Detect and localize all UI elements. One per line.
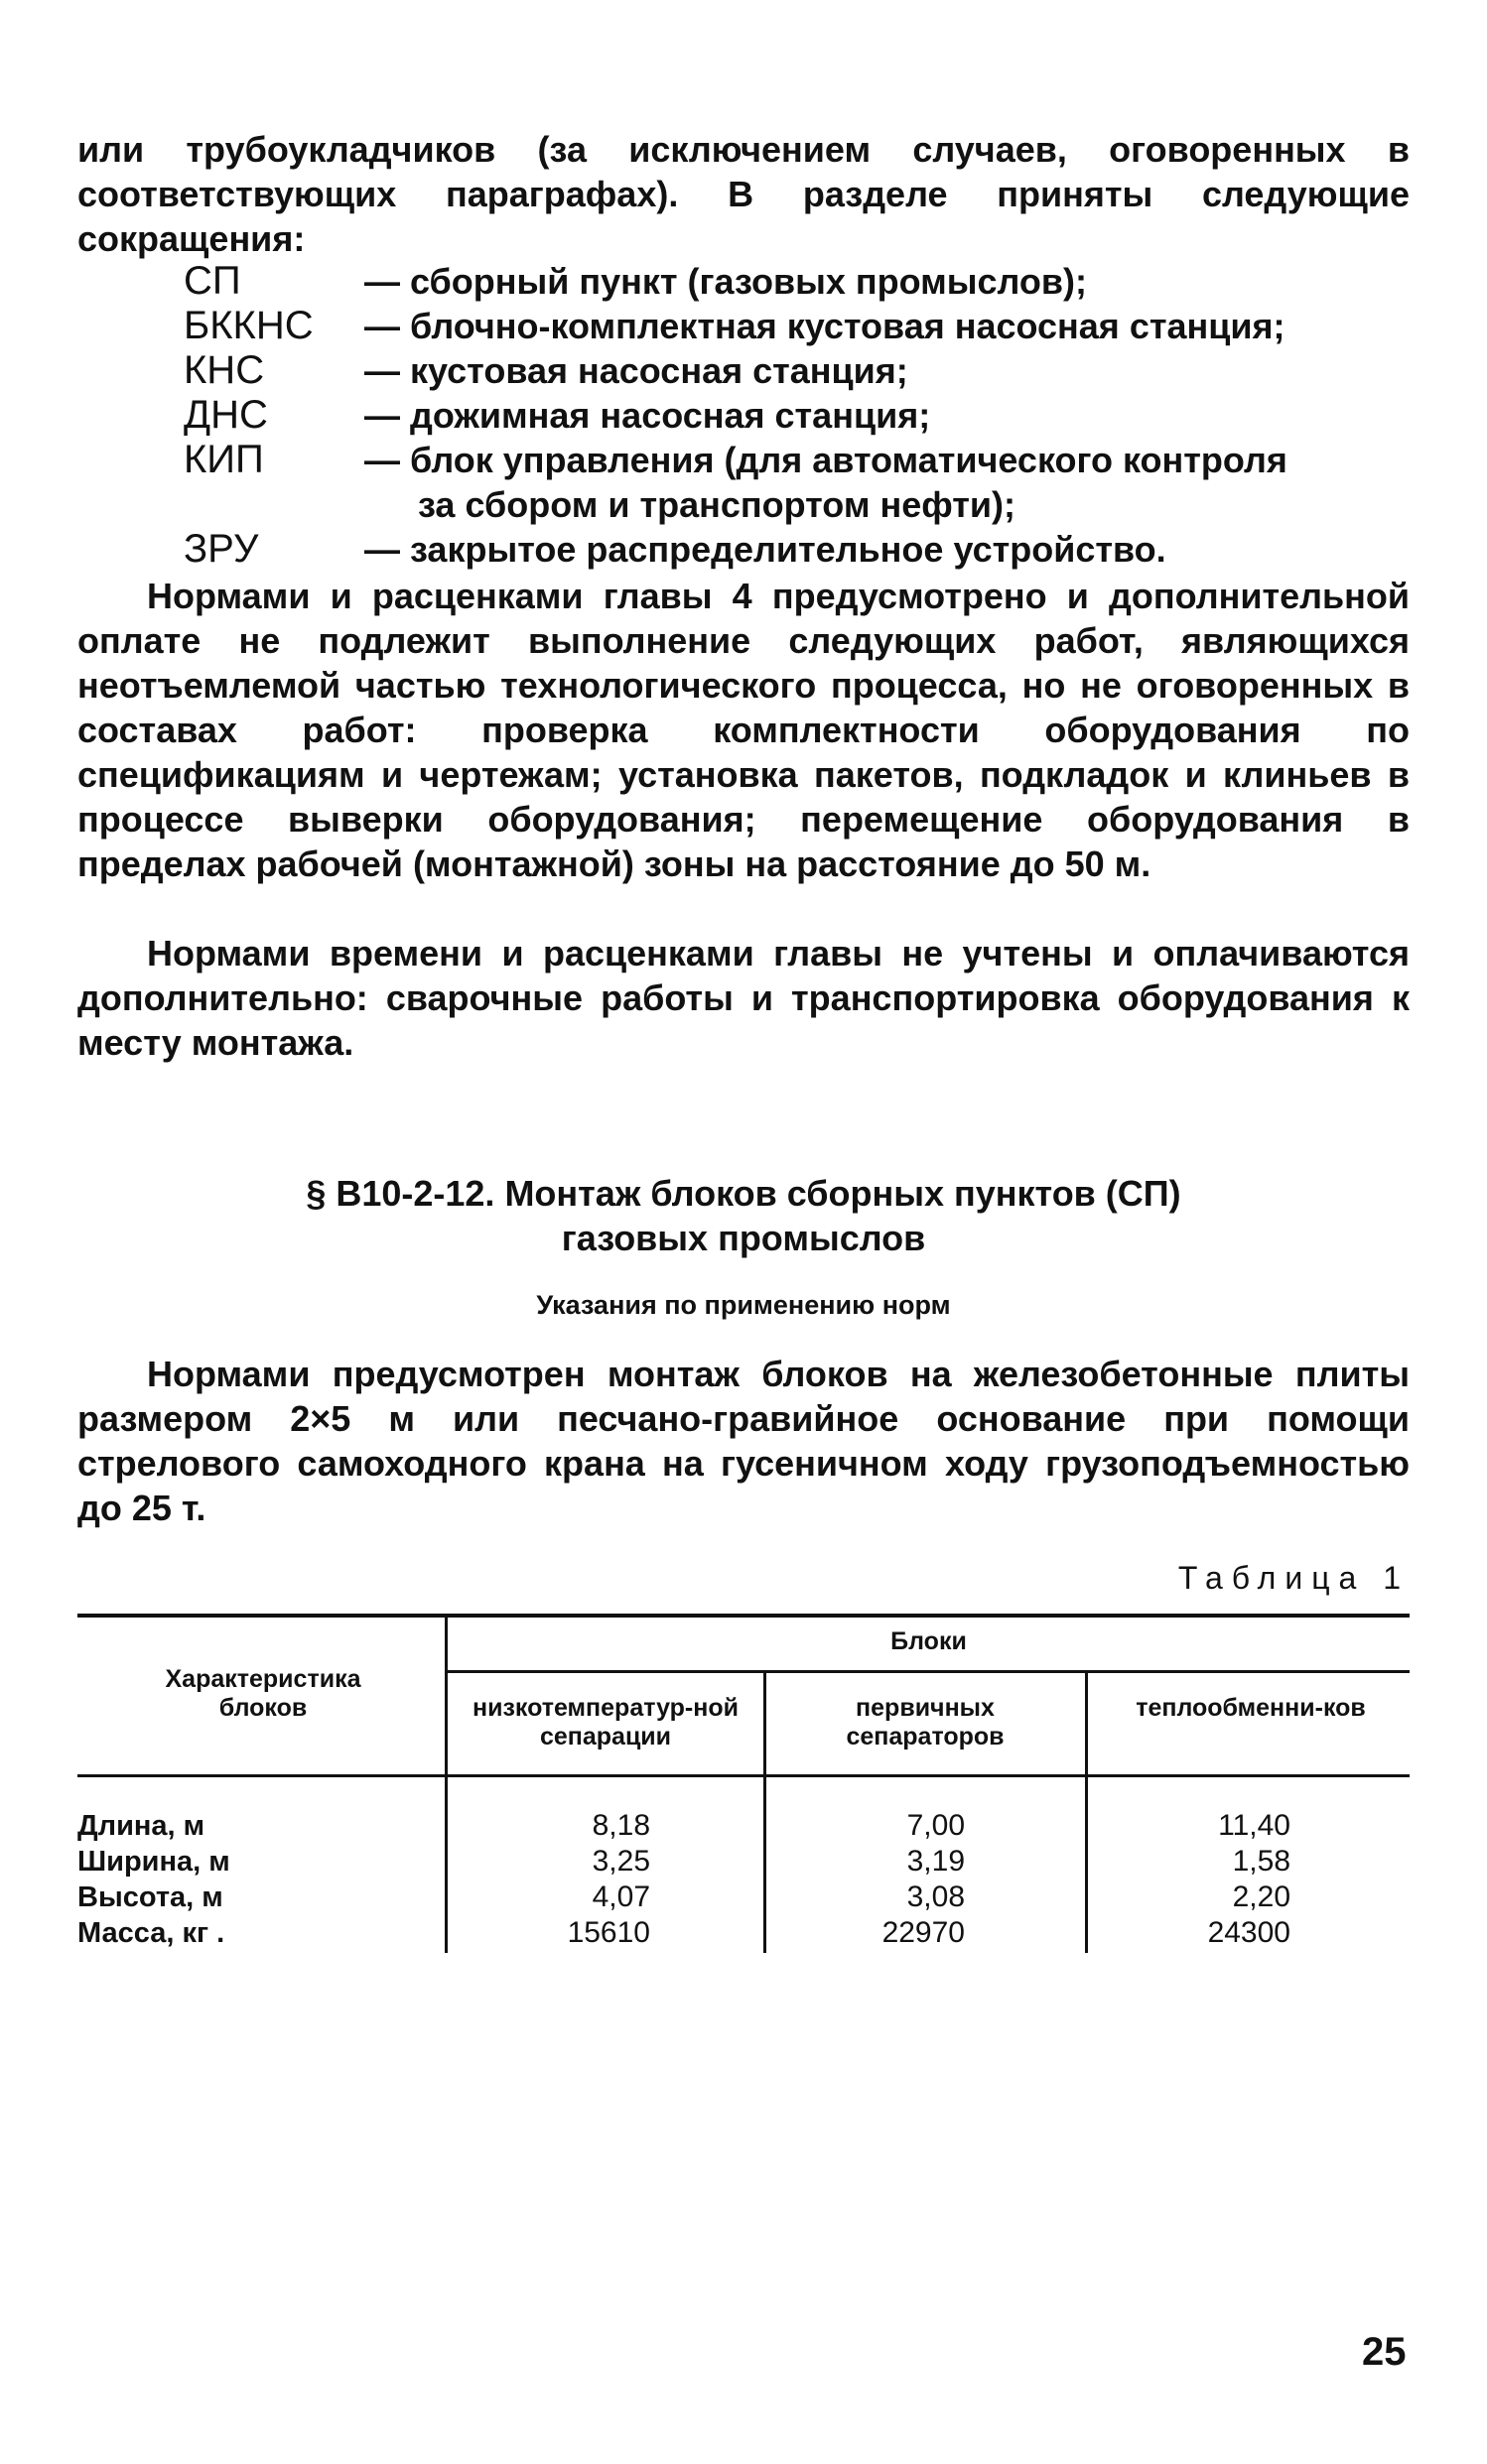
abbreviation-key: СП	[184, 259, 241, 303]
abbreviation-row	[184, 393, 1410, 438]
paragraph-extra-payment: Нормами времени и расценками главы не учтены и оплачиваются дополнительно: сварочные работы и транспортировка оборудования к месту монтажа.	[77, 933, 1410, 1063]
table-cell: 24300	[1207, 1916, 1290, 1949]
abbreviation-key: БККНС	[184, 304, 314, 347]
table-cell: 4,07	[592, 1880, 650, 1913]
table-row-label: Масса, кг .	[77, 1917, 225, 1949]
table-cell: 15610	[567, 1916, 650, 1949]
table-cell: 22970	[881, 1916, 965, 1949]
abbreviation-value: — блок управления (для автоматического контроля	[364, 440, 1287, 480]
table-cell: 2,20	[1232, 1880, 1290, 1913]
table-row-label: Длина, м	[77, 1810, 205, 1842]
header-blocks: Блоки	[890, 1627, 967, 1655]
table-caption: Таблица 1	[1177, 1560, 1410, 1596]
header-column: низкотемператур-ной сепарации	[473, 1694, 739, 1751]
abbreviation-key	[184, 482, 364, 527]
intro-paragraph: или трубоукладчиков (за исключением случаев, оговоренных в соответствующих параграфах). В разделе приняты следующие сокращения:	[77, 129, 1410, 259]
table-top-rule	[77, 1614, 1410, 1618]
abbreviation-value: — кустовая насосная станция;	[364, 350, 908, 391]
abbreviation-value: — дожимная насосная станция;	[364, 395, 931, 436]
table-cell: 8,18	[592, 1809, 650, 1842]
table-header-rule	[77, 1774, 1410, 1777]
abbreviation-value: — сборный пункт (газовых промыслов);	[364, 261, 1088, 302]
section-title: § В10-2-12. Монтаж блоков сборных пунктов (СП)	[306, 1173, 1181, 1214]
abbreviation-value: — закрытое распределительное устройство.	[364, 529, 1166, 570]
header-column: первичных сепараторов	[846, 1694, 1005, 1751]
table-column-divider	[1085, 1672, 1088, 1953]
abbreviation-row	[184, 527, 1410, 572]
table-cell: 1,58	[1232, 1845, 1290, 1878]
abbreviation-row	[184, 438, 1410, 482]
abbreviation-list	[184, 259, 1410, 572]
abbreviation-row	[184, 304, 1410, 348]
abbreviation-key: ДНС	[184, 393, 268, 437]
abbreviation-row	[184, 482, 1410, 527]
table-cell: 7,00	[906, 1809, 965, 1842]
abbreviation-key: КИП	[184, 438, 264, 481]
table-row-label: Ширина, м	[77, 1846, 230, 1878]
header-column: теплообменни-ков	[1136, 1694, 1366, 1722]
page-number: 25	[1362, 2330, 1407, 2374]
table-group-rule	[447, 1670, 1410, 1673]
table-row-label: Высота, м	[77, 1881, 223, 1913]
table-cell: 11,40	[1218, 1809, 1290, 1842]
table-cell: 3,08	[906, 1880, 965, 1913]
abbreviation-value: — блочно-комплектная кустовая насосная станция;	[364, 306, 1285, 346]
section-subtitle: Указания по применению норм	[536, 1290, 951, 1320]
header-characteristic: Характеристика блоков	[165, 1665, 361, 1722]
table-cell: 3,25	[592, 1845, 650, 1878]
section-title-line2: газовых промыслов	[561, 1218, 926, 1258]
abbreviation-row	[184, 348, 1410, 393]
abbreviation-row	[184, 259, 1410, 304]
abbreviation-key: ЗРУ	[184, 527, 259, 571]
paragraph-mounting-conditions: Нормами предусмотрен монтаж блоков на железобетонные плиты размером 2×5 м или песчано-гравийное основание при помощи стрелового самоходного крана на гусеничном ходу грузоподъемностью до 25 т.	[77, 1354, 1410, 1528]
table-cell: 3,19	[906, 1845, 965, 1878]
abbreviation-key: КНС	[184, 348, 265, 392]
table-column-divider	[763, 1672, 766, 1953]
abbreviation-value: за сбором и транспортом нефти);	[418, 484, 1015, 525]
paragraph-normative-scope: Нормами и расценками главы 4 предусмотрено и дополнительной оплате не подлежит выполнение следующих работ, являющихся неотъемлемой частью технологического процесса, но не оговоренных в составах работ: проверка комплектности оборудования по спецификациям и чертежам; установка пакетов, подкладок и клиньев в процессе выверки оборудования; перемещение оборудования в пределах рабочей (монтажной) зоны на расстояние до 50 м.	[77, 576, 1410, 884]
table-column-divider	[445, 1616, 448, 1953]
